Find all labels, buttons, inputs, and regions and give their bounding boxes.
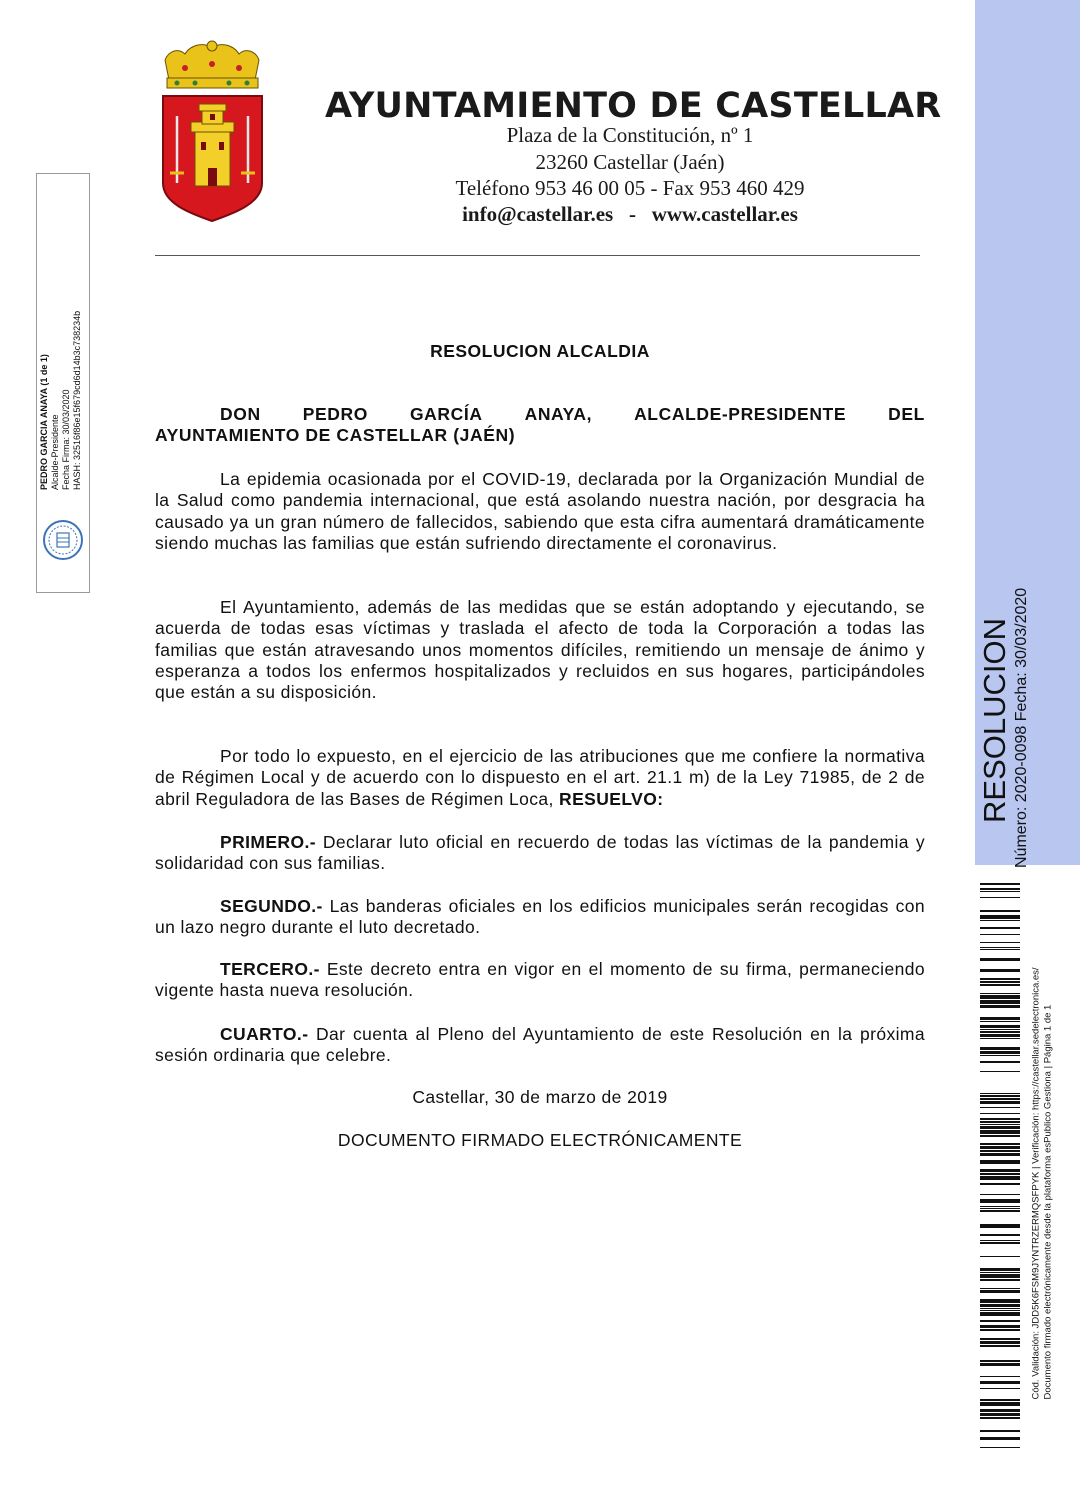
mayor-word: DON bbox=[220, 404, 261, 424]
item-label: SEGUNDO.- bbox=[220, 896, 323, 916]
item-label: TERCERO.- bbox=[220, 959, 320, 979]
mayor-word: ANAYA, bbox=[524, 404, 593, 424]
item-text: Las banderas oficiales en los edificios municipales serán recogidas con un lazo negro durante el luto decretado. bbox=[155, 896, 926, 938]
coat-of-arms-icon bbox=[155, 38, 270, 228]
document-title: RESOLUCION ALCALDIA bbox=[430, 341, 650, 361]
signature-stamp bbox=[36, 173, 90, 593]
municipal-seal-icon bbox=[42, 519, 84, 561]
phone-fax: Teléfono 953 46 00 05 - Fax 953 460 429 bbox=[455, 176, 805, 200]
contact-line bbox=[430, 202, 830, 227]
signature-text bbox=[39, 210, 91, 490]
resolution-item-1 bbox=[155, 832, 925, 875]
item-text: Declarar luto oficial en recuerdo de todas las víctimas de la pandemia y solidaridad con sus familias. bbox=[155, 832, 926, 874]
signed-note: DOCUMENTO FIRMADO ELECTRÓNICAMENTE bbox=[337, 1130, 743, 1150]
mayor-word: DEL bbox=[888, 404, 925, 424]
sign-date: Fecha Firma: 30/03/2020 bbox=[61, 389, 71, 490]
email-link[interactable]: info@castellar.es bbox=[462, 202, 614, 226]
contact-separator: - bbox=[628, 202, 636, 226]
verification-line-2: Documento firmado electrónicamente desde la plataforma esPublico Gestiona | Página 1 de 1 bbox=[1042, 1004, 1054, 1400]
verification-text bbox=[1030, 967, 1059, 1400]
item-label: CUARTO.- bbox=[220, 1024, 309, 1044]
mayor-heading-line2: AYUNTAMIENTO DE CASTELLAR (JAÉN) bbox=[155, 425, 516, 446]
address-line-1: Plaza de la Constitución, nº 1 bbox=[506, 123, 754, 147]
signer-name: PEDRO GARCIA ANAYA (1 de 1) bbox=[39, 354, 49, 490]
resolution-number-date: Número: 2020-0098 Fecha: 30/03/2020 bbox=[1013, 587, 1030, 868]
signer-role: Alcalde-Presidente bbox=[50, 414, 60, 490]
item-label: PRIMERO.- bbox=[220, 832, 316, 852]
paragraph-3-text: Por todo lo expuesto, en el ejercicio de las atribuciones que me confiere la normativa de Régimen Local y de acuerdo con lo dispuesto en el art. 21.1 m) de la Ley 71985, de 2 de abril Reguladora de las Bases de Régimen Loca, bbox=[155, 746, 925, 809]
resolution-item-4 bbox=[155, 1024, 925, 1067]
resolution-item-3 bbox=[155, 959, 925, 1002]
website-link[interactable]: www.castellar.es bbox=[651, 202, 798, 226]
resuelvo-label: RESUELVO: bbox=[559, 788, 664, 809]
mayor-word: GARCÍA bbox=[409, 404, 483, 424]
resolution-item-2 bbox=[155, 896, 925, 939]
resolution-type-label: RESOLUCION bbox=[977, 618, 1012, 823]
signature-hash: HASH: 32516f86e15f679cd6d14b3c738234b bbox=[72, 310, 82, 490]
address-line-2: 23260 Castellar (Jaén) bbox=[535, 150, 725, 174]
mayor-heading bbox=[155, 404, 925, 447]
item-text: Este decreto entra en vigor en el momento de su firma, permaneciendo vigente hasta nueva resolución. bbox=[155, 959, 925, 1001]
paragraph-3 bbox=[155, 746, 925, 810]
place-date: Castellar, 30 de marzo de 2019 bbox=[412, 1087, 668, 1107]
mayor-word: ALCALDE-PRESIDENTE bbox=[634, 404, 847, 424]
barcode-icon bbox=[980, 883, 1020, 1448]
mayor-word: PEDRO bbox=[302, 404, 368, 424]
verification-line-1: Cód. Validación: JDD5K6FSM9JYNTRZERMQSFPYK | Verificación: https://castellar.sedelectronica.es/ bbox=[1030, 967, 1042, 1400]
item-text: Dar cuenta al Pleno del Ayuntamiento de este Resolución en la próxima sesión ordinaria que celebre. bbox=[155, 1024, 925, 1066]
org-name: AYUNTAMIENTO DE CASTELLAR bbox=[325, 86, 942, 126]
header-divider bbox=[155, 255, 920, 256]
paragraph-1: La epidemia ocasionada por el COVID-19, declarada por la Organización Mundial de la Salud como pandemia internacional, que está asolando nuestra nación, por desgracia ha causado ya un gran número de fallecidos, sabiendo que esta cifra aumentará dramáticamente siendo muchas las familias que están sufriendo directamente el coronavirus. bbox=[155, 469, 925, 553]
paragraph-2: El Ayuntamiento, además de las medidas que se están adoptando y ejecutando, se acuerda de todas esas víctimas y traslada el afecto de toda la Corporación a todas las familias que están atravesando unos momentos difíciles, remitiendo un mensaje de ánimo y esperanza a todos los enfermos hospitalizados y recluidos en sus hogares, participándoles que están a su disposición. bbox=[155, 597, 925, 703]
